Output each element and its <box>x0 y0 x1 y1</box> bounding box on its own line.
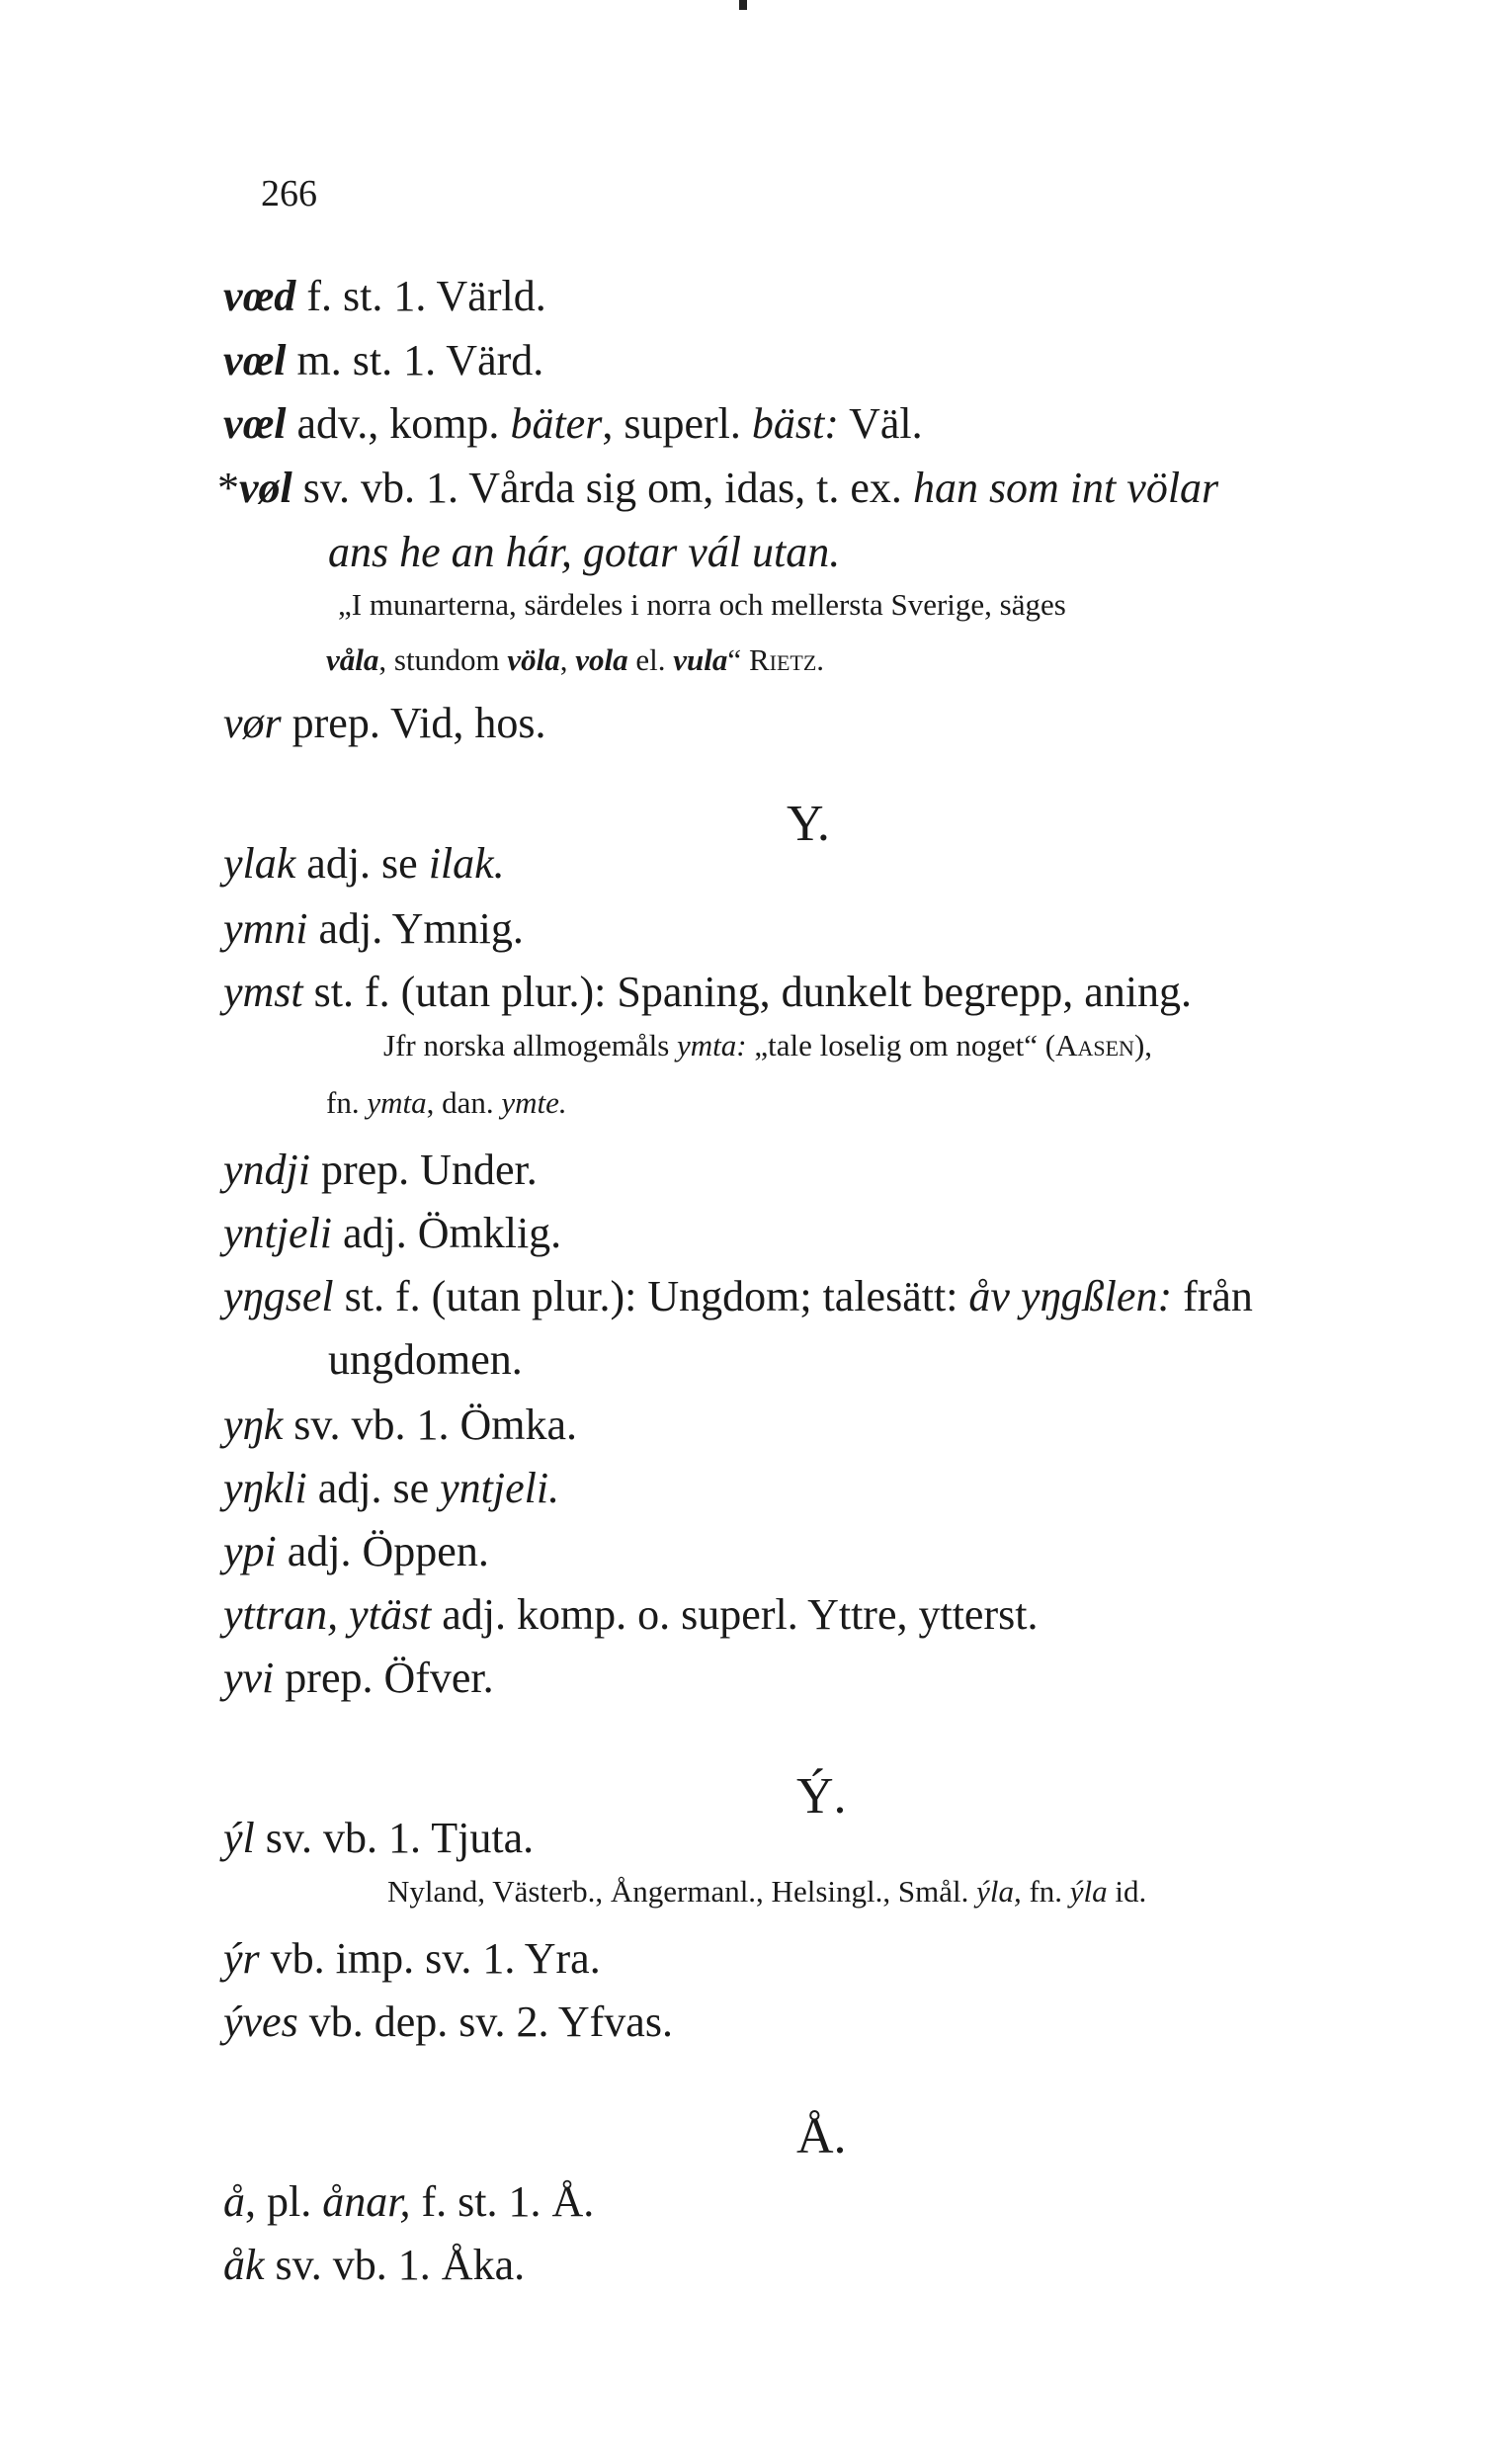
headword: yvi <box>223 1654 275 1702</box>
cross-ref: yntjeli. <box>440 1464 560 1512</box>
entry-yngsel-cont: ungdomen. <box>328 1335 523 1384</box>
entry-ylak <box>223 839 505 888</box>
note-text: el. <box>627 642 674 677</box>
note-text: “ <box>727 642 749 677</box>
definition: sv. vb. 1. Vårda sig om, idas, t. ex. <box>291 464 913 512</box>
note-text: , stundom <box>378 642 508 677</box>
headword: yndji <box>223 1146 310 1194</box>
headword: å <box>223 2177 245 2226</box>
cited-form: ýla <box>1069 1874 1108 1909</box>
entry-vol <box>217 464 1219 512</box>
entry-yngsel <box>223 1272 1253 1320</box>
entry-ymni <box>223 904 524 953</box>
headword: vœl <box>223 336 287 384</box>
headword: ýl <box>223 1814 255 1862</box>
entry-ymst <box>223 968 1193 1016</box>
headword: ylak <box>223 839 296 888</box>
page-number: 266 <box>261 173 317 214</box>
entry-a <box>223 2177 595 2226</box>
headword: ymst <box>223 968 303 1016</box>
headword: åk <box>223 2241 265 2289</box>
headword: yŋk <box>223 1401 284 1449</box>
note-text: , dan. <box>426 1085 502 1120</box>
note-text: id. <box>1107 1874 1147 1909</box>
definition: sv. vb. 1. Tjuta. <box>254 1814 535 1862</box>
source: Aasen <box>1055 1028 1134 1062</box>
note-ymst-line1 <box>383 1030 1152 1061</box>
variant: vola <box>575 642 628 677</box>
headword: vœl <box>223 399 287 448</box>
entry-yl <box>223 1814 535 1862</box>
section-heading-a-ring: Å. <box>796 2108 847 2165</box>
definition: , pl. <box>245 2177 323 2226</box>
definition: prep. Vid, hos. <box>281 699 546 747</box>
definition: vb. imp. sv. 1. Yra. <box>259 1934 601 1983</box>
comparative: bäter <box>510 399 603 448</box>
top-mark <box>739 0 747 10</box>
headword: vøl <box>239 464 292 512</box>
entry-vor <box>223 699 546 747</box>
plural-form: ånar, <box>322 2177 411 2226</box>
headword: yntjeli <box>223 1209 332 1257</box>
entry-ak <box>223 2241 526 2289</box>
entry-yves <box>223 1997 673 2046</box>
definition: prep. Öfver. <box>274 1654 494 1702</box>
definition-end: f. st. 1. Å. <box>410 2177 595 2226</box>
cited-form: ymte. <box>501 1085 567 1120</box>
headword: yttran, ytäst <box>223 1590 432 1639</box>
cited-form: ýla, <box>976 1874 1022 1909</box>
definition: sv. vb. 1. Ömka. <box>283 1401 578 1449</box>
definition: prep. Under. <box>309 1146 538 1194</box>
note-vol-line2 <box>326 644 824 675</box>
definition: adj. se <box>295 839 429 888</box>
cited-form: ymta: <box>677 1028 747 1062</box>
definition-cont: från <box>1172 1272 1253 1320</box>
definition: m. st. 1. Värd. <box>286 336 544 384</box>
definition: st. f. (utan plur.): Ungdom; talesätt: <box>333 1272 969 1320</box>
definition: f. st. 1. Värld. <box>295 272 546 320</box>
section-heading-y-acute: Ý. <box>796 1768 847 1825</box>
definition: vb. dep. sv. 2. Yfvas. <box>297 1997 673 2046</box>
definition: adj. komp. o. superl. Yttre, ytterst. <box>431 1590 1039 1639</box>
asterisk: * <box>217 464 239 512</box>
entry-yndji <box>223 1148 538 1192</box>
note-text: , <box>559 642 576 677</box>
definition-cont: , superl. <box>602 399 752 448</box>
note-yl <box>387 1876 1146 1907</box>
headword: ypi <box>223 1527 277 1575</box>
note-text: Jfr norska allmogemåls <box>383 1028 678 1062</box>
phrase: åv yŋgßlen: <box>968 1272 1173 1320</box>
entry-yntjeli <box>223 1209 562 1257</box>
entry-vol-cont: ans he an hár, gotar vál utan. <box>328 528 841 576</box>
note-text: fn. <box>1021 1874 1070 1909</box>
note-text: „tale loselig om noget“ ( <box>746 1028 1056 1062</box>
superlative: bäst: <box>751 399 839 448</box>
entry-yvi <box>223 1654 494 1702</box>
headword: vør <box>223 699 282 747</box>
variant: vula <box>673 642 728 677</box>
entry-vaer <box>223 336 544 384</box>
headword: ymni <box>223 904 308 953</box>
definition: adj. Ömklig. <box>331 1209 562 1257</box>
headword: vœd <box>223 272 296 320</box>
variant: våla <box>326 642 379 677</box>
definition: adj. Öppen. <box>276 1527 489 1575</box>
definition: adv., komp. <box>286 399 511 448</box>
note-vol-line1: „I munarterna, särdeles i norra och mellersta Sverige, säges <box>338 587 1066 622</box>
headword: ýves <box>223 1997 298 2046</box>
source: Rietz. <box>748 642 825 677</box>
definition: adj. Ymnig. <box>307 904 524 953</box>
entry-yr <box>223 1934 601 1983</box>
entry-vael <box>223 399 923 448</box>
definition: sv. vb. 1. Åka. <box>264 2241 526 2289</box>
variant: völa <box>507 642 560 677</box>
example: han som int völar <box>912 464 1219 512</box>
headword: yŋkli <box>223 1464 307 1512</box>
note-text: ), <box>1133 1028 1153 1062</box>
section-heading-y: Y. <box>787 796 830 852</box>
headword: yŋgsel <box>223 1272 334 1320</box>
headword: ýr <box>223 1934 260 1983</box>
cross-ref: ilak. <box>428 839 505 888</box>
note-text: Nyland, Västerb., Ångermanl., Helsingl., Smål. <box>387 1874 977 1909</box>
entry-ynkli <box>223 1464 560 1512</box>
entry-yttran <box>223 1590 1039 1639</box>
definition-end: Väl. <box>838 399 923 448</box>
definition: st. f. (utan plur.): Spaning, dunkelt begrepp, aning. <box>302 968 1193 1016</box>
entry-ynk <box>223 1403 577 1447</box>
note-ymst-line2 <box>326 1087 567 1118</box>
entry-vaerd <box>223 272 546 320</box>
entry-ypi <box>223 1527 489 1575</box>
definition: adj. se <box>306 1464 441 1512</box>
cited-form: ymta <box>367 1085 427 1120</box>
note-text: fn. <box>326 1085 368 1120</box>
